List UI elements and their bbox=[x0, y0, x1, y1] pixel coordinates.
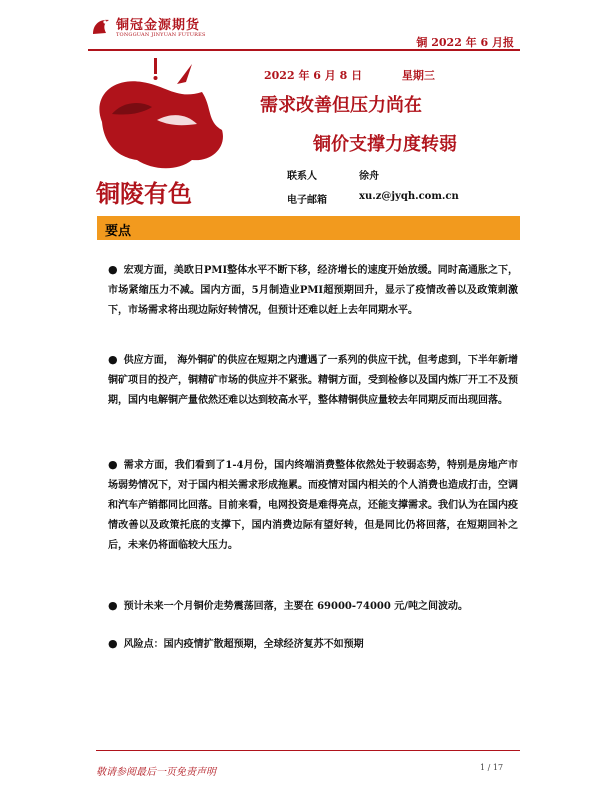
page-number: 1 / 17 bbox=[480, 763, 504, 772]
bullet-icon: ● bbox=[108, 599, 118, 612]
art-caption: 铜陵有色 bbox=[96, 179, 192, 208]
report-tag: 铜 2022 年 6 月报 bbox=[416, 36, 514, 49]
contact-label: 联系人 bbox=[287, 171, 317, 182]
point-risk bbox=[108, 634, 518, 655]
bullet-icon: ● bbox=[108, 637, 118, 650]
header-divider bbox=[88, 49, 520, 51]
report-title-line2: 铜价支撑力度转弱 bbox=[313, 134, 457, 155]
company-logo bbox=[90, 14, 230, 44]
point-macro bbox=[108, 260, 518, 321]
footer-divider bbox=[96, 750, 520, 751]
point-forecast bbox=[108, 596, 518, 617]
point-demand bbox=[108, 455, 518, 556]
company-logo-icon bbox=[90, 16, 112, 38]
point-text: 预计未来一个月铜价走势震荡回落，主要在 69000-74000 元/吨之间波动。 bbox=[123, 601, 468, 612]
contact-row bbox=[287, 167, 379, 182]
report-weekday: 星期三 bbox=[401, 69, 435, 82]
bullet-icon: ● bbox=[108, 353, 118, 366]
report-date-row bbox=[264, 67, 435, 83]
email-link[interactable]: xu.z@jyqh.com.cn bbox=[359, 191, 459, 202]
report-title-line1: 需求改善但压力尚在 bbox=[260, 95, 422, 116]
point-text: 风险点：国内疫情扩散超预期，全球经济复苏不如预期 bbox=[123, 639, 364, 650]
point-supply bbox=[108, 350, 518, 411]
point-text: 宏观方面，美欧日PMI整体水平不断下移，经济增长的速度开始放缓。同时高通胀之下，市场紧缩压力不减。国内方面，5月制造业PMI超预期回升，显示了疫情改善以及政策刺激下，市场需求将出现边际好转情况，但预计还难以赶上去年同期水平。 bbox=[108, 265, 518, 316]
company-name-cn: 铜冠金源期货 bbox=[116, 18, 201, 33]
footer-disclaimer-link[interactable]: 敬请参阅最后一页免责声明 bbox=[96, 767, 216, 778]
email-row bbox=[287, 191, 459, 206]
contact-name: 徐舟 bbox=[359, 171, 379, 182]
point-text: 需求方面，我们看到了1-4月份，国内终端消费整体依然处于较弱态势，特别是房地产市场弱势情况下，对于国内相关需求形成拖累。而疫情对国内相关的个人消费也造成打击，空调和汽车产销都同比回落。目前来看，电网投资是难得亮点，还能支撑需求。我们认为在国内疫情改善以及政策托底的支撑下，国内消费边际有望好转，但是同比仍将回落，在短期回补之后，未来仍将面临较大压力。 bbox=[108, 460, 518, 551]
email-label: 电子邮箱 bbox=[287, 195, 327, 206]
point-text: 供应方面， 海外铜矿的供应在短期之内遭遇了一系列的供应干扰，但考虑到，下半年新增铜矿项目的投产，铜精矿市场的供应并不紧张。精铜方面，受到检修以及国内炼厂开工不及预期，国内电解铜产量依然还难以达到较高水平，整体精铜供应量较去年同期反而出现回落。 bbox=[108, 355, 518, 406]
section-header-bar bbox=[97, 216, 520, 240]
company-name-en: TONGGUAN JINYUAN FUTURES bbox=[116, 32, 206, 38]
section-title: 要点 bbox=[105, 224, 132, 239]
report-date: 2022 年 6 月 8 日 bbox=[264, 69, 363, 82]
bullet-icon: ● bbox=[108, 458, 118, 471]
cover-art-image bbox=[82, 52, 262, 222]
bullet-icon: ● bbox=[108, 263, 118, 276]
